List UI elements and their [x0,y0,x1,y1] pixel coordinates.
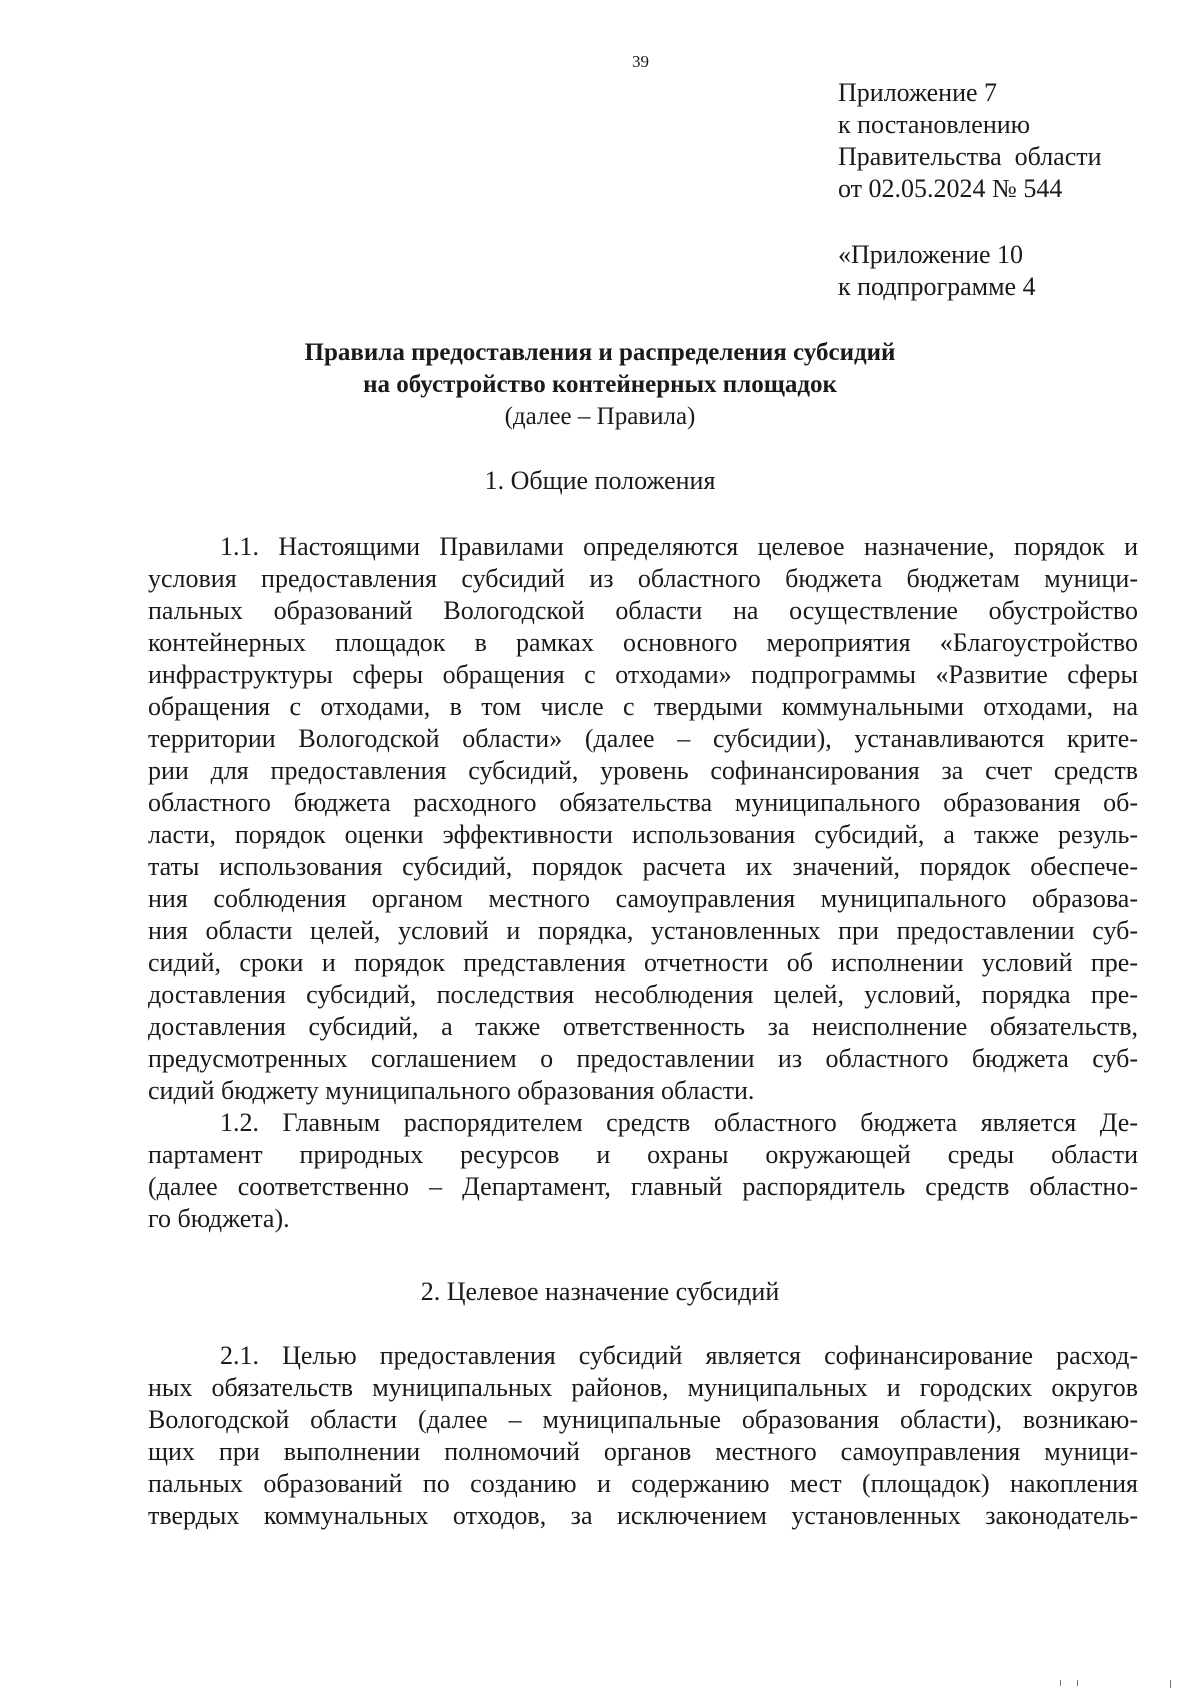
text-line: Вологодской области (далее – муниципальные образования области), возникаю- [148,1405,1138,1434]
text-line: доставления субсидий, последствия несоблюдения целей, условий, порядка пре- [148,980,1138,1009]
text-line: условия предоставления субсидий из областного бюджета бюджетам муници- [148,564,1138,593]
document-title [0,337,1200,433]
text-line: 1.1. Настоящими Правилами определяются целевое назначение, порядок и [220,532,1138,561]
text-line: ния области целей, условий и порядка, установленных при предоставлении суб- [148,916,1138,945]
text-line: ния соблюдения органом местного самоуправления муниципального образова- [148,884,1138,913]
text-line: партамент природных ресурсов и охраны окружающей среды области [148,1140,1138,1169]
scan-mark [1170,1680,1171,1688]
text-line: го бюджета). [148,1204,290,1233]
text-line: доставления субсидий, а также ответственность за неисполнение обязательств, [148,1012,1138,1041]
appendix-line: от 02.05.2024 № 544 [838,174,1063,203]
section-heading-1: 1. Общие положения [484,466,716,495]
text-line: территории Вологодской области» (далее – субсидии), устанавливаются крите- [148,724,1138,753]
section-1-body [148,531,1138,1235]
sub-appendix-reference [838,239,1036,303]
text-line: областного бюджета расходного обязательства муниципального образования об- [148,788,1138,817]
page-number: 39 [632,52,649,71]
text-line: пальных образований по созданию и содержанию мест (площадок) накопления [148,1469,1138,1498]
text-line: 1.2. Главным распорядителем средств областного бюджета является Де- [220,1108,1138,1137]
text-line: ных обязательств муниципальных районов, муниципальных и городских округов [148,1373,1138,1402]
sub-appendix-line: к подпрограмме 4 [838,272,1036,301]
appendix-reference [838,77,1102,205]
section-heading-2: 2. Целевое назначение субсидий [420,1277,780,1306]
text-line: рии для предоставления субсидий, уровень софинансирования за счет средств [148,756,1138,785]
text-line: ласти, порядок оценки эффективности использования субсидий, а также резуль- [148,820,1138,849]
appendix-line: Приложение 7 [838,78,998,107]
appendix-line: к постановлению [838,110,1031,139]
text-line: таты использования субсидий, порядок расчета их значений, порядок обеспече- [148,852,1138,881]
text-line: инфраструктуры сферы обращения с отходами» подпрограммы «Развитие сферы [148,660,1138,689]
text-line: щих при выполнении полномочий органов местного самоуправления муници- [148,1437,1138,1466]
sub-appendix-line: «Приложение 10 [838,240,1024,269]
text-line: предусмотренных соглашением о предоставлении из областного бюджета суб- [148,1044,1138,1073]
text-line: обращения с отходами, в том числе с твердыми коммунальными отходами, на [148,692,1138,721]
title-line-3: (далее – Правила) [504,403,696,430]
title-line-2: на обустройство контейнерных площадок [363,371,837,398]
text-line: (далее соответственно – Департамент, главный распорядитель средств областно- [148,1172,1138,1201]
text-line: 2.1. Целью предоставления субсидий является софинансирование расход- [220,1341,1138,1370]
text-line: твердых коммунальных отходов, за исключением установленных законодатель- [148,1501,1138,1530]
title-line-1: Правила предоставления и распределения субсидий [304,339,896,366]
appendix-line: Правительства области [838,142,1102,171]
section-2-body [148,1340,1138,1532]
text-line: сидий, сроки и порядок представления отчетности об исполнении условий пре- [148,948,1138,977]
scan-mark [1060,1680,1078,1686]
text-line: пальных образований Вологодской области на осуществление обустройство [148,596,1138,625]
text-line: сидий бюджету муниципального образования области. [148,1076,755,1105]
text-line: контейнерных площадок в рамках основного мероприятия «Благоустройство [148,628,1138,657]
